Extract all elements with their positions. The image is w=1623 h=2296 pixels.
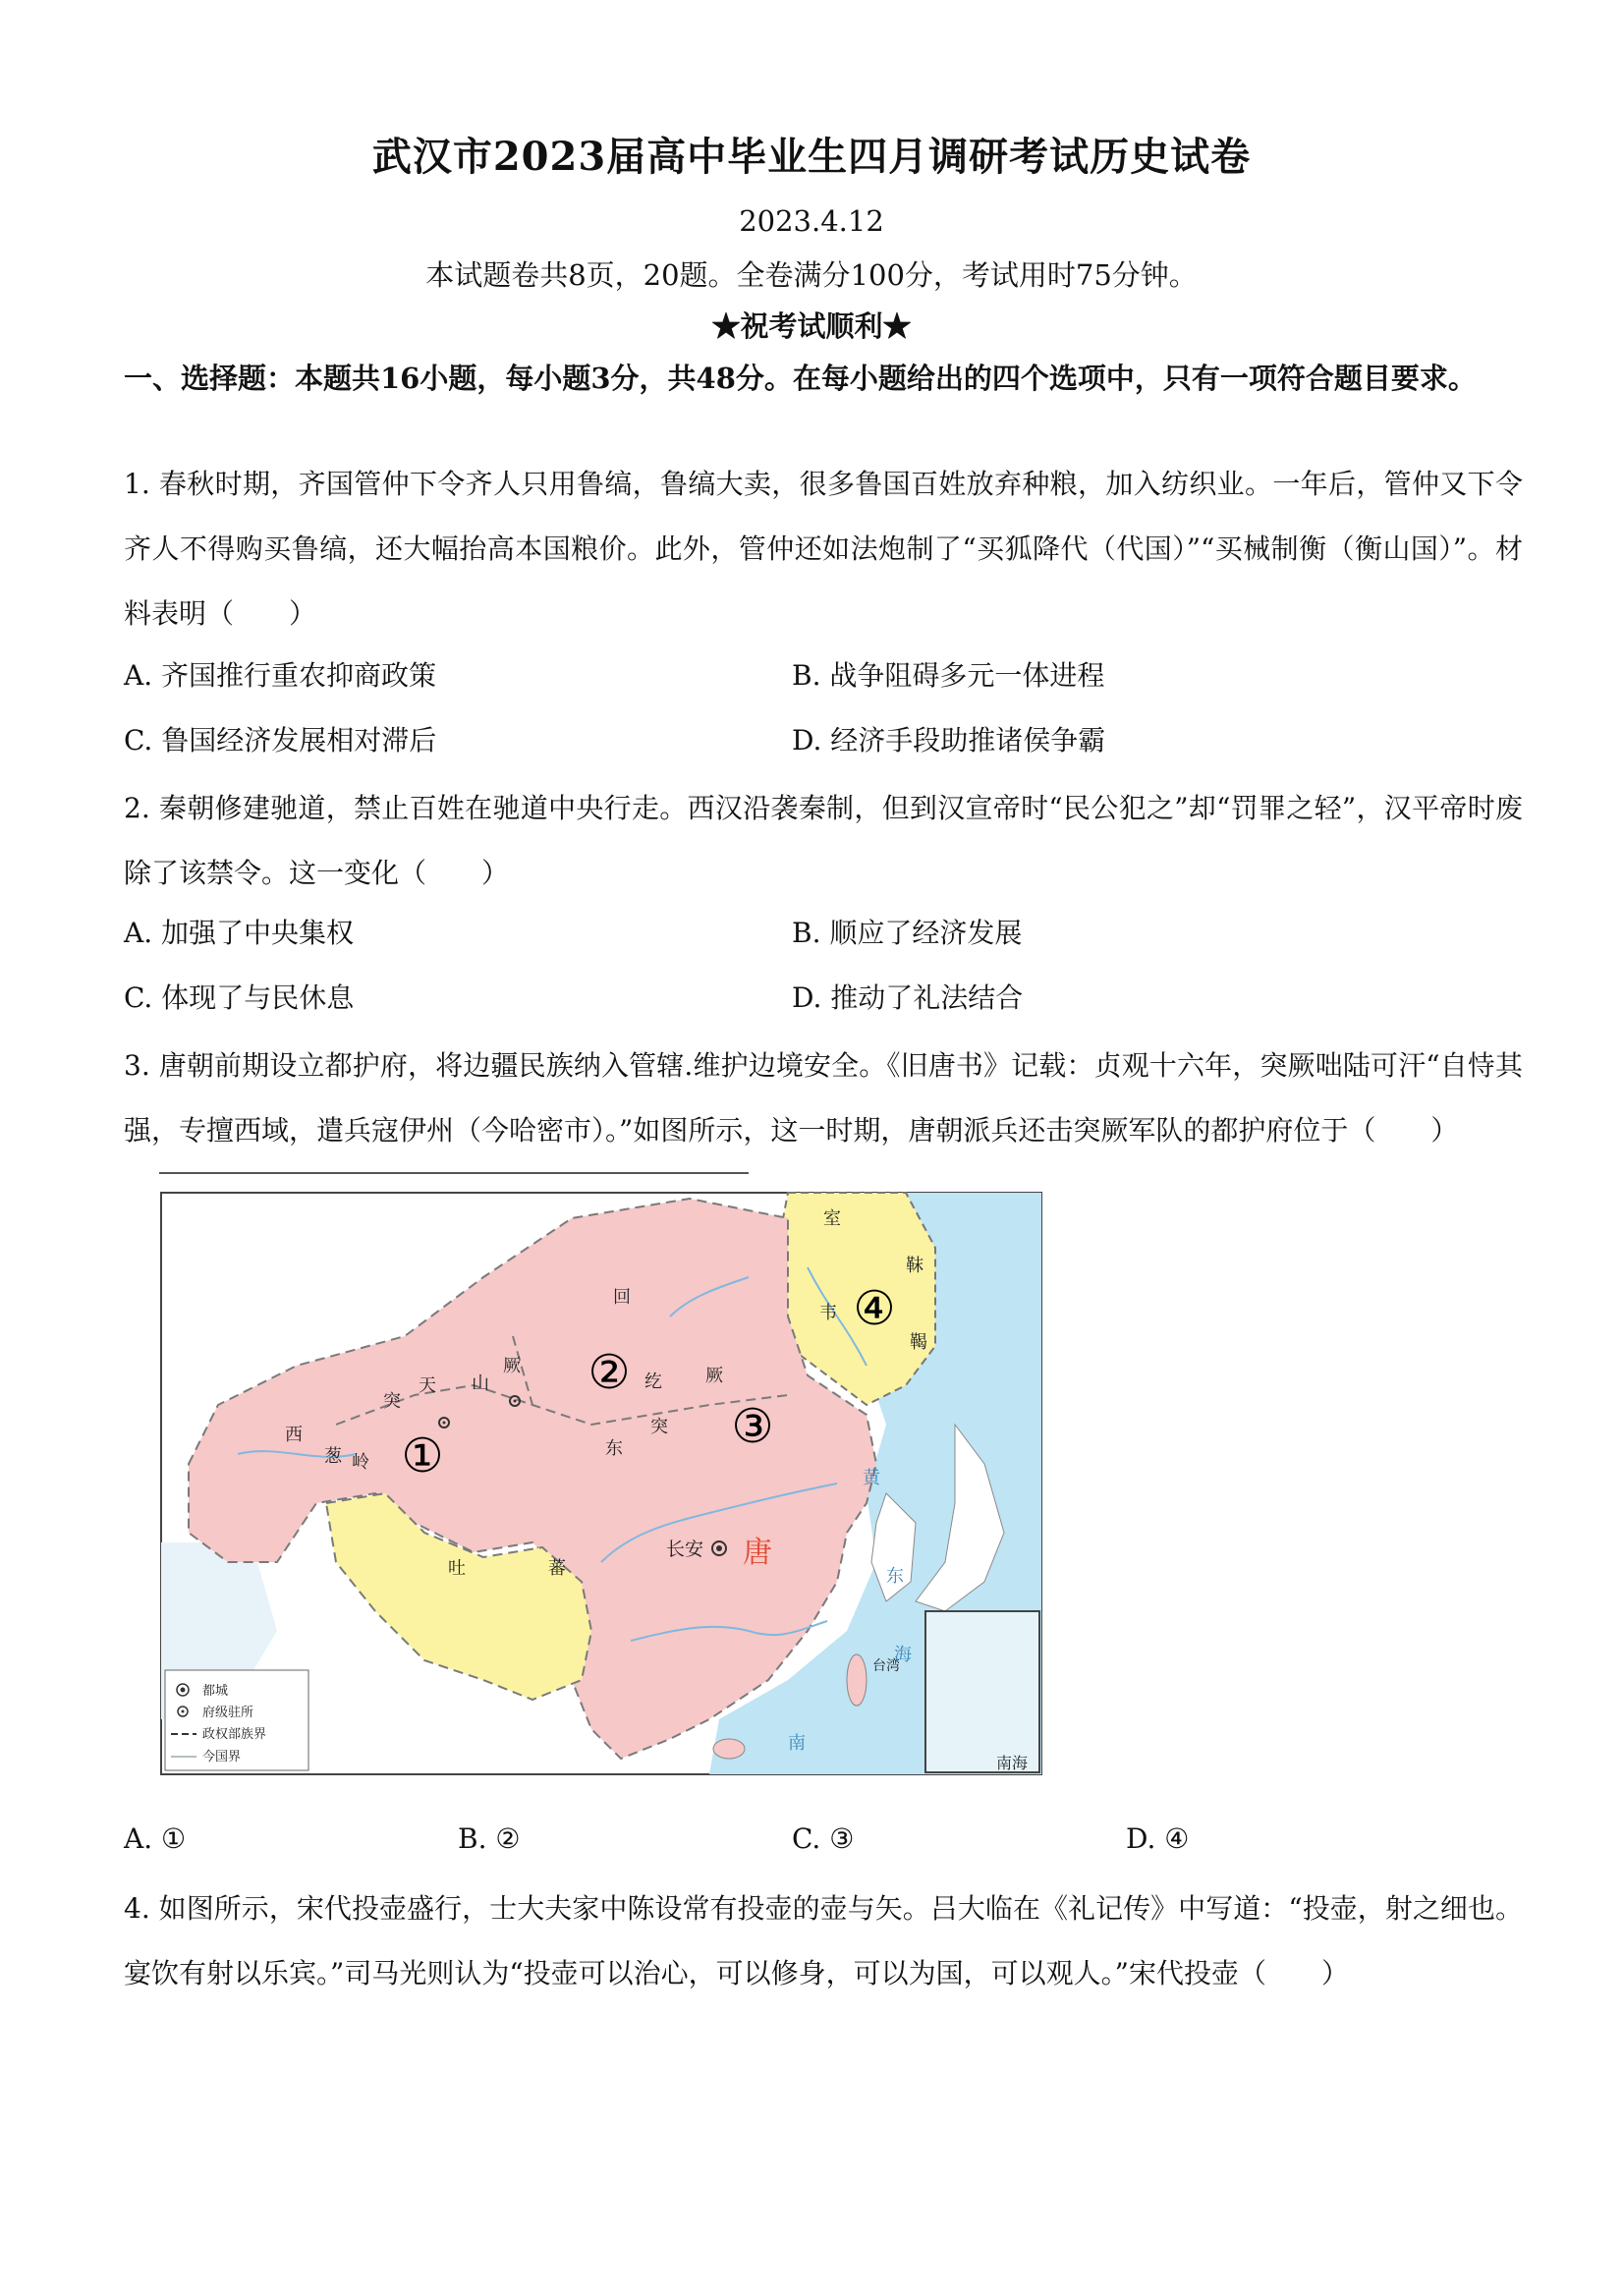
- label-dong: 东: [605, 1438, 623, 1459]
- label-bo: 蕃: [548, 1558, 566, 1579]
- label-nan: 南: [788, 1733, 806, 1754]
- taiwan-island: [847, 1654, 867, 1706]
- label-he: 纥: [644, 1372, 662, 1392]
- capital-symbol-dot: [716, 1545, 722, 1551]
- label-hai: 海: [894, 1645, 912, 1665]
- south-sea-inset: [925, 1611, 1039, 1772]
- exam-date: 2023.4.12: [739, 204, 884, 238]
- label-ling: 岭: [352, 1452, 369, 1473]
- q2-option-a: A. 加强了中央集权: [124, 917, 355, 949]
- q3-option-a: A. ①: [124, 1822, 187, 1855]
- label-jue2: 厥: [705, 1366, 723, 1386]
- marker-1: ①: [401, 1428, 444, 1484]
- section-heading: 一、选择题：本题共16小题，每小题3分，共48分。在每小题给出的四个选项中，只有一项符合题目要求。: [124, 362, 1477, 395]
- label-tu3: 吐: [448, 1558, 466, 1579]
- q1-option-b: B. 战争阻碍多元一体进程: [792, 659, 1105, 692]
- q1-option-d: D. 经济手段助推诸侯争霸: [792, 724, 1106, 756]
- label-cong: 葱: [324, 1446, 342, 1467]
- tang-map: [159, 1169, 1053, 1778]
- label-tu2: 突: [650, 1417, 668, 1437]
- label-hui: 回: [613, 1287, 631, 1308]
- q1-option-c: C. 鲁国经济发展相对滞后: [124, 724, 437, 756]
- label-dongh: 东: [886, 1566, 904, 1587]
- marker-4: ④: [853, 1281, 896, 1336]
- seat-symbol-1-dot: [443, 1422, 446, 1425]
- page-title: 武汉市2023届高中毕业生四月调研考试历史试卷: [371, 134, 1252, 180]
- label-wei: 韦: [819, 1303, 837, 1323]
- label-shan: 山: [472, 1373, 489, 1394]
- q2-option-d: D. 推动了礼法结合: [792, 981, 1024, 1014]
- hainan-island: [713, 1739, 745, 1759]
- legend-capital: 都城: [202, 1684, 229, 1699]
- label-nanhai: 南海: [996, 1754, 1029, 1772]
- label-mo: 靺: [906, 1256, 923, 1276]
- q2-option-c: C. 体现了与民休息: [124, 981, 355, 1014]
- label-tian: 天: [419, 1375, 436, 1396]
- label-taiwan: 台湾: [872, 1658, 900, 1674]
- legend-seat: 府级驻所: [202, 1706, 254, 1720]
- tang-map-figure: [159, 1169, 1053, 1782]
- q1-option-a: A. 齐国推行重农抑商政策: [124, 659, 437, 692]
- question-2-stem: 2. 秦朝修建驰道，禁止百姓在驰道中央行走。西汉沿袭秦制，但到汉宣帝时“民公犯之”却“罚罪之轻”，汉平帝时废除了该禁令。这一变化（ ）: [124, 792, 1523, 889]
- marker-3: ③: [731, 1399, 774, 1454]
- question-3-stem: 3. 唐朝前期设立都护府，将边疆民族纳入管辖.维护边境安全。《旧唐书》记载：贞观十六年，突厥咄陆可汗“自恃其强，专擅西域，遣兵寇伊州（今哈密市）。”如图所示，这一时期，唐朝派兵还击突厥军队的都护府位于（ ）: [124, 1049, 1523, 1147]
- label-tang: 唐: [743, 1536, 772, 1570]
- exam-info: 本试题卷共8页，20题。全卷满分100分，考试用时75分钟。: [425, 258, 1198, 292]
- label-jie: 鞨: [910, 1332, 927, 1353]
- q3-option-d: D. ④: [1126, 1822, 1190, 1855]
- label-xi: 西: [285, 1425, 303, 1445]
- seat-symbol-2-dot: [514, 1400, 517, 1403]
- legend-border: 政权部族界: [202, 1727, 267, 1742]
- marker-2: ②: [588, 1345, 631, 1400]
- map-legend: [165, 1670, 308, 1770]
- question-4-stem: 4. 如图所示，宋代投壶盛行，士大夫家中陈设常有投壶的壶与矢。吕大临在《礼记传》中写道：“投壶，射之细也。宴饮有射以乐宾。”司马光则认为“投壶可以治心，可以修身，可以为国，可以观人。”宋代投壶（ ）: [124, 1892, 1523, 1989]
- label-jue1: 厥: [503, 1356, 521, 1376]
- question-1-stem: 1. 春秋时期，齐国管仲下令齐人只用鲁缟，鲁缟大卖，很多鲁国百姓放弃种粮，加入纺织业。一年后，管仲又下令齐人不得购买鲁缟，还大幅抬高本国粮价。此外，管仲还如法炮制了“买狐降代（代国）”“买械制衡（衡山国）”。材料表明（ ）: [124, 468, 1523, 630]
- label-shi: 室: [823, 1208, 841, 1229]
- label-huang: 黄: [863, 1468, 880, 1488]
- exam-wish: ★祝考试顺利★: [711, 309, 912, 343]
- q3-option-c: C. ③: [792, 1822, 855, 1855]
- legend-modern: 今国界: [202, 1750, 242, 1764]
- q2-option-b: B. 顺应了经济发展: [792, 917, 1023, 949]
- label-tu1: 突: [383, 1391, 401, 1412]
- q3-option-b: B. ②: [458, 1822, 521, 1855]
- label-changan: 长安: [666, 1539, 704, 1560]
